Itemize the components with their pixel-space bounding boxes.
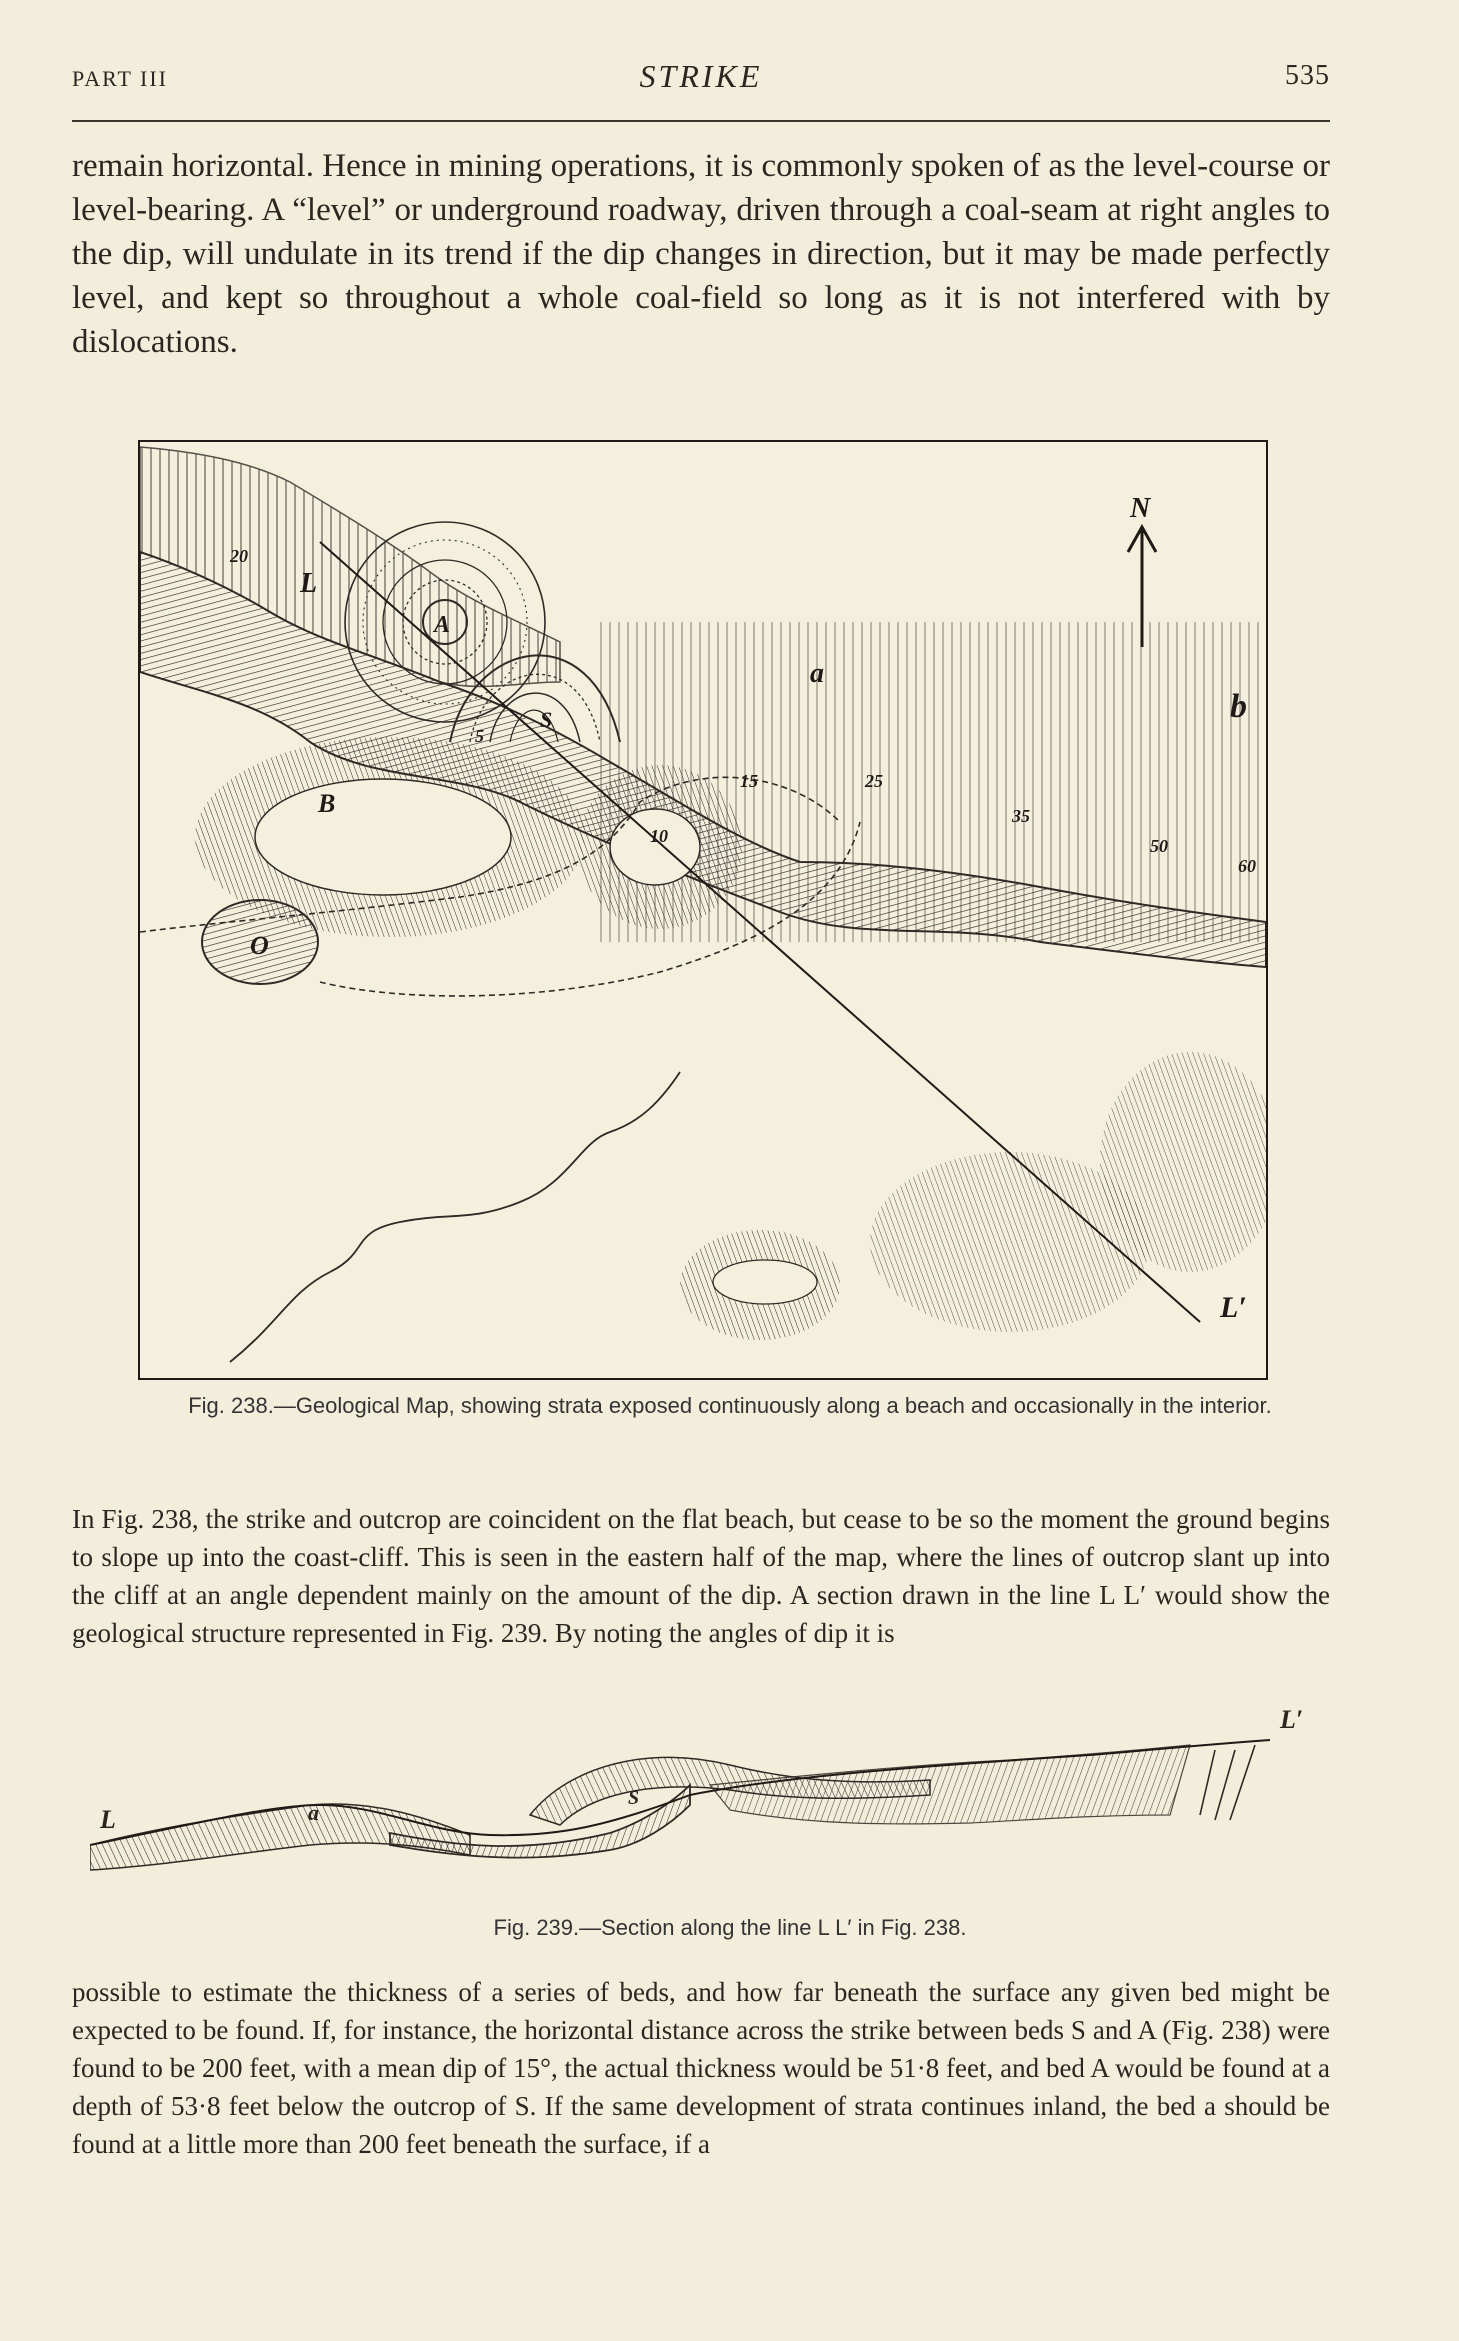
dip-value: 25 <box>865 771 883 791</box>
map-label-L-prime: L′ <box>1220 1291 1247 1324</box>
figure-238-caption: Fig. 238.—Geological Map, showing strata exposed continuously along a beach and occasionally in the interior. <box>188 1393 1272 1418</box>
section-label-S: S <box>628 1787 640 1809</box>
page-number: 535 <box>1285 60 1330 91</box>
stream <box>230 1072 680 1362</box>
interior-outcrop-ring <box>578 765 742 929</box>
dip-value: 35 <box>1012 806 1030 826</box>
interior-outcrop-lower <box>680 1230 840 1340</box>
section-label-a: a <box>308 1800 319 1825</box>
paragraph-3: possible to estimate the thickness of a series of beds, and how far beneath the surface any given bed might be expected to be found. If, for instance, the horizontal distance across the strike between beds S and A (Fig. 238) were found to be 200 feet, with a mean dip of 15°, the actual thickness would be 51·8 feet, and bed A would be found at a depth of 53·8 feet below the outcrop of S. If the same development of strata continues inland, the bed a should be found at a little more than 200 feet beneath the surface, if a <box>72 1977 1330 2159</box>
map-label-b: b <box>1230 688 1247 725</box>
paragraph-1: remain horizontal. Hence in mining operations, it is commonly spoken of as the level-course or level-bearing. A “level” or underground roadway, driven through a coal-seam at right angles to the dip, will undulate in its trend if the dip changes in direction, but it may be made perfectly level, and kept so throughout a whole coal-field so long as it is not interfered with by dislocations. <box>72 148 1330 360</box>
map-label-L: L <box>300 568 318 599</box>
section-label-L-prime: L′ <box>1280 1705 1304 1734</box>
header-rule <box>72 120 1330 122</box>
dip-value: 10 <box>650 826 668 846</box>
map-label-B: B <box>318 789 336 818</box>
section-right-strata <box>710 1745 1190 1824</box>
running-title: STRIKE <box>639 58 763 94</box>
cross-section-drawing <box>90 1705 1290 1905</box>
dip-value: 60 <box>1238 856 1256 876</box>
paragraph-2: In Fig. 238, the strike and outcrop are coincident on the flat beach, but cease to be so the moment the ground begins to slope up into the coast-cliff. This is seen in the eastern half of the map, where the lines of outcrop slant up into the cliff at an angle dependent mainly on the amount of the dip. A section drawn in the line L L′ would show the geological structure represented in Fig. 239. By noting the angles of dip it is <box>72 1504 1330 1648</box>
map-label-S: S <box>540 707 553 732</box>
geological-map-drawing <box>140 442 1266 1378</box>
interior-outcrop-lower-right <box>870 1052 1266 1332</box>
cross-section-figure <box>90 1705 1304 1905</box>
section-label-L: L <box>100 1805 116 1834</box>
map-label-north: N <box>1130 493 1151 524</box>
dip-value: 5 <box>475 726 484 746</box>
dip-value: 15 <box>740 771 758 791</box>
figure-239-caption: Fig. 239.—Section along the line L L′ in Fig. 238. <box>493 1915 967 1940</box>
running-header <box>72 58 1330 108</box>
map-label-A: A <box>434 612 451 638</box>
map-label-a: a <box>810 658 824 689</box>
map-label-O: O <box>250 931 269 960</box>
dip-value: 50 <box>1150 836 1168 856</box>
dip-value: 20 <box>230 546 248 566</box>
part-label: PART III <box>72 66 168 91</box>
geological-map-figure <box>138 440 1268 1380</box>
